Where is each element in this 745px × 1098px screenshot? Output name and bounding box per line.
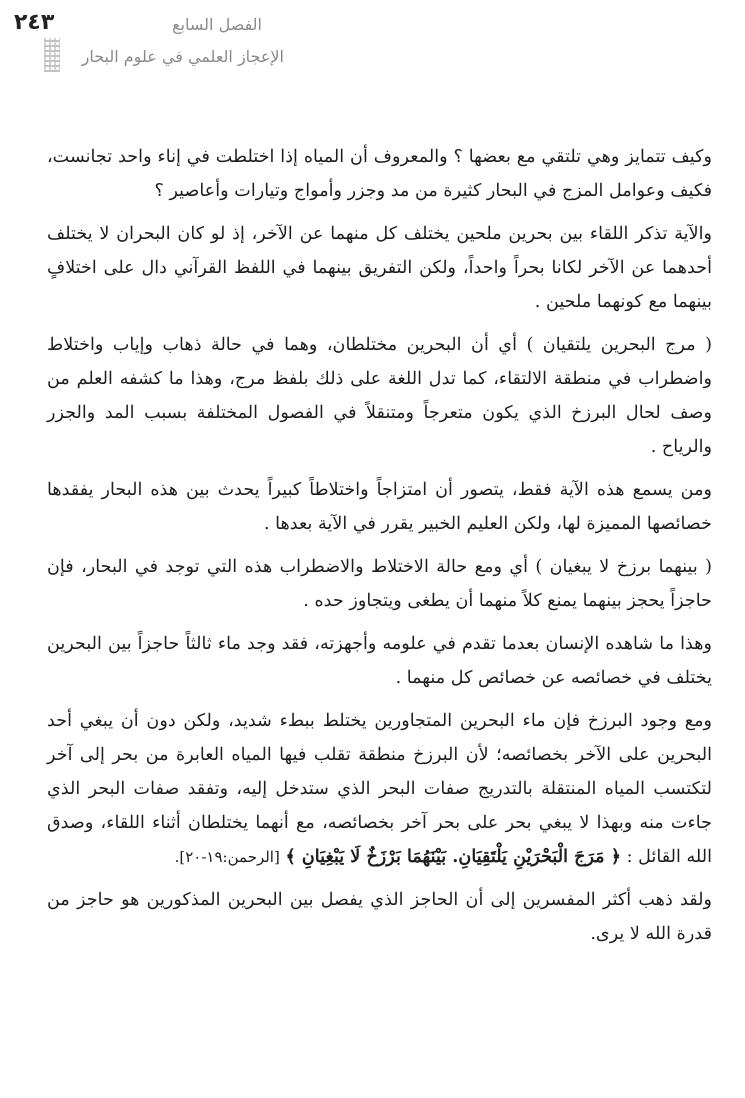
page-number: ٢٤٣: [14, 10, 55, 35]
quran-verse: ﴿ مَرَجَ الْبَحْرَيْنِ يَلْتَقِيَانِ. بَيْنَهُمَا بَرْزَخٌ لَا يَبْغِيَانِ ﴾: [285, 846, 622, 867]
paragraph-5: ( بينهما برزخ لا يبغيان ) أي ومع حالة الاختلاط والاضطراب هذه التي توجد في البحار، فإن حاجزاً يحجز بينهما يمنع كلاً منهما أن يطغى ويتجاوز حده .: [47, 557, 712, 611]
paragraph-4: ومن يسمع هذه الآية فقط، يتصور أن امتزاجاً واختلاطاً كبيراً يحدث بين هذه البحار يفقدها خصائصها المميزة لها، ولكن العليم الخبير يقرر في الآية بعدها .: [47, 480, 712, 534]
page-body: [47, 140, 712, 960]
paragraph-2: والآية تذكر اللقاء بين بحرين ملحين يختلف كل منهما عن الآخر، إذ لو كان البحران لا يختلف أحدهما عن الآخر لكانا بحراً واحداً، ولكن التفريق بينهما في اللفظ القرآني دال على اختلافٍ بينهما مع كونهما ملحين .: [47, 224, 712, 312]
chapter-subject: الإعجاز العلمي في علوم البحار: [81, 47, 284, 66]
paragraph-8: ولقد ذهب أكثر المفسرين إلى أن الحاجز الذي يفصل بين البحرين المذكورين هو حاجز من قدرة الله لا يرى.: [47, 890, 712, 944]
paragraph-1: وكيف تتمايز وهي تلتقي مع بعضها ؟ والمعروف أن المياه إذا اختلطت في إناء واحد تجانست، فكيف وعوامل المزج في البحار كثيرة من مد وجزر وأمواج وتيارات وأعاصير ؟: [47, 147, 712, 201]
paragraph-7: [47, 704, 712, 874]
paragraph-3: ( مرج البحرين يلتقيان ) أي أن البحرين مختلطان، وهما في حالة ذهاب وإياب واختلاط واضطراب في منطقة الالتقاء، كما تدل اللغة على ذلك بلفظ مرج، وهذا ما كشفه العلم من وصف لحال البرزخ الذي يكون متعرجاً ومتنقلاً في الفصول المختلفة بسبب المد والجزر والرياح .: [47, 335, 712, 457]
running-header: [64, 14, 284, 68]
paragraph-7-text: ومع وجود البرزخ فإن ماء البحرين المتجاورين يختلط ببطء شديد، ولكن دون أن يبغي أحد البحرين على الآخر بخصائصه؛ لأن البرزخ منطقة تقلب فيها المياه العابرة من بحر إلى آخر لتكتسب المياه المنتقلة بالتدريج صفات البحر الذي ستدخل إليه، وتفقد صفات البحر الذي جاءت منه وبهذا لا يبغي بحر على بحر آخر بخصائصه، مع أنهما يختلطان أثناء اللقاء، وصدق الله القائل :: [47, 711, 712, 867]
verse-reference: [الرحمن:١٩-٢٠].: [174, 848, 280, 866]
paragraph-6: وهذا ما شاهده الإنسان بعدما تقدم في علومه وأجهزته، فقد وجد ماء ثالثاً حاجزاً بين البحرين يختلف في خصائصه عن خصائص كل منهما .: [47, 634, 712, 688]
chapter-title: الفصل السابع: [172, 15, 262, 34]
header-ornament: [44, 38, 60, 72]
